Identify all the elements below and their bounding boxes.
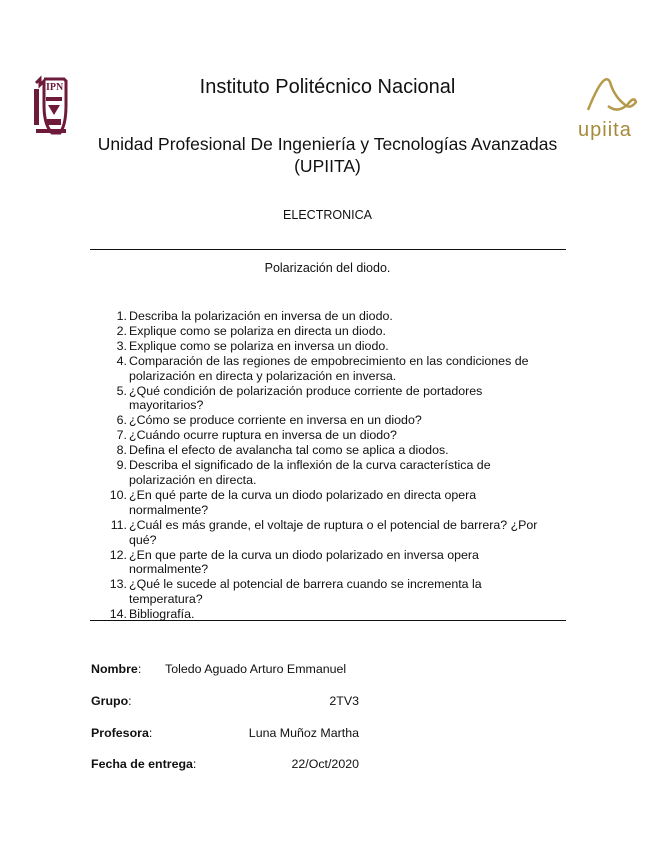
question-text bbox=[129, 324, 386, 339]
nombre-label: Nombre: bbox=[91, 662, 142, 676]
question-text bbox=[129, 488, 476, 518]
question-text bbox=[129, 577, 482, 607]
unit-title-line1: Unidad Profesional De Ingeniería y Tecnologías Avanzadas bbox=[97, 134, 558, 154]
question-line: mayoritarios? bbox=[129, 398, 204, 413]
question-line: Comparación de las regiones de empobrecimiento en las condiciones de bbox=[129, 353, 529, 368]
question-line: temperatura? bbox=[129, 592, 203, 607]
question-line: ¿Cómo se produce corriente en inversa en un diodo? bbox=[129, 413, 422, 428]
question-text bbox=[129, 413, 422, 428]
question-item bbox=[100, 488, 537, 518]
question-number: 1. bbox=[116, 309, 127, 323]
profesora-label: Profesora: bbox=[91, 726, 153, 740]
question-item bbox=[100, 354, 537, 384]
question-item bbox=[100, 443, 537, 458]
question-text bbox=[129, 384, 482, 414]
question-number: 2. bbox=[116, 323, 127, 338]
question-line: normalmente? bbox=[129, 562, 209, 577]
question-number: 5. bbox=[116, 383, 127, 398]
nombre-value: Toledo Aguado Arturo Emmanuel bbox=[165, 662, 347, 676]
question-line: ¿Qué le sucede al potencial de barrera cuando se incrementa la bbox=[129, 577, 482, 592]
question-text bbox=[129, 548, 479, 578]
question-line: ¿En que parte de la curva un diodo polarizado en inversa opera bbox=[129, 547, 479, 562]
question-line: normalmente? bbox=[129, 502, 209, 517]
question-number: 7. bbox=[116, 428, 127, 443]
question-text bbox=[129, 428, 397, 443]
question-text bbox=[129, 309, 393, 324]
question-line: Explique como se polariza en inversa un diodo. bbox=[129, 338, 389, 353]
question-text bbox=[129, 458, 491, 488]
fecha-label: Fecha de entrega: bbox=[91, 757, 197, 771]
question-line: ¿Cuándo ocurre ruptura en inversa de un diodo? bbox=[129, 428, 397, 443]
question-line: Describa el significado de la inflexión de la curva característica de bbox=[129, 458, 491, 473]
question-number: 12. bbox=[109, 547, 127, 562]
question-item bbox=[100, 339, 537, 354]
question-line: Defina el efecto de avalancha tal como se aplica a diodos. bbox=[129, 443, 449, 458]
unit-title bbox=[0, 133, 655, 177]
question-item bbox=[100, 548, 537, 578]
question-item bbox=[100, 518, 537, 548]
question-line: qué? bbox=[129, 532, 157, 547]
question-number: 10. bbox=[109, 487, 127, 502]
top-divider bbox=[90, 249, 566, 250]
profesora-value: Luna Muñoz Martha bbox=[248, 726, 359, 740]
bottom-divider bbox=[90, 620, 566, 621]
grupo-value: 2TV3 bbox=[329, 694, 359, 708]
question-number: 13. bbox=[109, 577, 127, 592]
question-item bbox=[100, 384, 537, 414]
question-number: 9. bbox=[116, 458, 127, 473]
question-item bbox=[100, 577, 537, 607]
question-text bbox=[129, 339, 389, 354]
question-number: 3. bbox=[116, 338, 127, 353]
question-item bbox=[100, 309, 537, 324]
question-line: polarización en directa y polarización en inversa. bbox=[129, 368, 397, 383]
question-line: Bibliografía. bbox=[129, 607, 195, 622]
course-name: ELECTRONICA bbox=[283, 208, 372, 222]
question-text bbox=[129, 443, 449, 458]
fecha-value: 22/Oct/2020 bbox=[291, 757, 359, 771]
unit-title-line2: (UPIITA) bbox=[294, 156, 361, 176]
question-line: Describa la polarización en inversa de un diodo. bbox=[129, 309, 393, 323]
question-number: 8. bbox=[116, 443, 127, 458]
question-number: 4. bbox=[116, 353, 127, 368]
upiita-logo-text: upiita bbox=[578, 119, 632, 141]
topic-title: Polarización del diodo. bbox=[264, 261, 391, 275]
question-line: ¿Cuál es más grande, el voltaje de ruptura o el potencial de barrera? ¿Por bbox=[129, 517, 538, 532]
grupo-label: Grupo: bbox=[91, 694, 132, 708]
question-list bbox=[100, 309, 537, 622]
question-line: polarización en directa. bbox=[129, 472, 257, 487]
question-text bbox=[129, 354, 529, 384]
question-number: 11. bbox=[110, 517, 127, 532]
question-number: 6. bbox=[116, 413, 127, 428]
question-item bbox=[100, 324, 537, 339]
institution-title: Instituto Politécnico Nacional bbox=[199, 76, 456, 98]
question-line: Explique como se polariza en directa un diodo. bbox=[129, 323, 386, 338]
question-line: ¿En qué parte de la curva un diodo polarizado en directa opera bbox=[129, 487, 477, 502]
question-text bbox=[129, 518, 537, 548]
svg-text:IPN: IPN bbox=[46, 82, 64, 93]
question-item bbox=[100, 458, 537, 488]
question-item bbox=[100, 413, 537, 428]
question-line: ¿Qué condición de polarización produce corriente de portadores bbox=[129, 383, 483, 398]
question-number: 14. bbox=[109, 607, 127, 622]
question-item bbox=[100, 428, 537, 443]
